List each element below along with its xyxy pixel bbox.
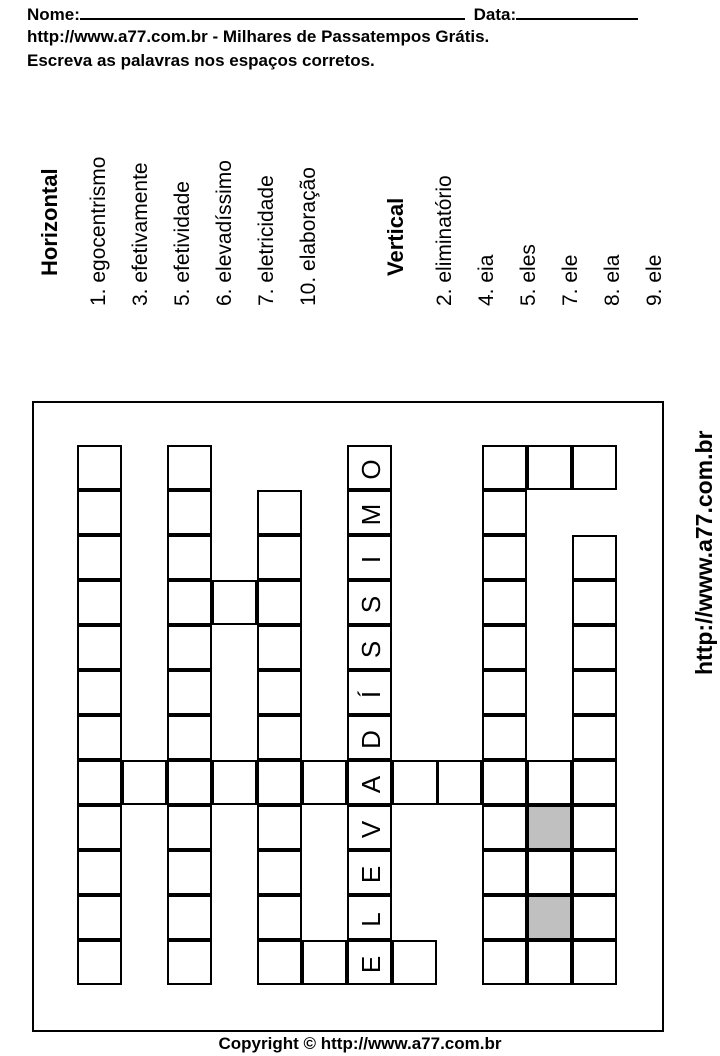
grid-letter: O	[356, 459, 386, 480]
grid-cell[interactable]	[167, 445, 212, 490]
instruction-line: Escreva as palavras nos espaços corretos.	[27, 51, 375, 70]
grid-cell[interactable]	[392, 760, 438, 805]
grid-cell[interactable]	[482, 445, 527, 490]
grid-cell[interactable]	[482, 805, 527, 850]
grid-cell[interactable]	[482, 580, 527, 625]
vertical-clue: 8. ela	[601, 254, 624, 306]
horizontal-clue: 6. elevadíssimo	[213, 160, 236, 306]
grid-cell[interactable]	[347, 670, 392, 715]
grid-cell[interactable]	[572, 850, 617, 895]
grid-cell[interactable]	[527, 850, 572, 895]
footer-copyright: Copyright © http://www.a77.com.br	[218, 1034, 502, 1053]
grid-letter: S	[356, 640, 386, 659]
grid-cell[interactable]	[347, 940, 392, 985]
grid-letter: M	[356, 503, 386, 526]
grid-letter: E	[356, 865, 386, 884]
grid-cell[interactable]	[257, 940, 302, 985]
vertical-clue: 5. eles	[517, 244, 540, 306]
grid-cell[interactable]	[572, 715, 617, 760]
grid-cell[interactable]	[347, 805, 392, 850]
grid-cell[interactable]	[347, 760, 392, 805]
grid-cell[interactable]	[572, 535, 617, 580]
grid-cell[interactable]	[347, 445, 392, 490]
grid-cell[interactable]	[527, 940, 572, 985]
grid-letter: E	[356, 955, 386, 974]
grid-cell[interactable]	[167, 535, 212, 580]
grid-cell[interactable]	[167, 895, 212, 940]
grid-cell[interactable]	[572, 895, 617, 940]
grid-cell[interactable]	[347, 580, 392, 625]
grid-cell[interactable]	[347, 490, 392, 535]
grid-cell[interactable]	[167, 805, 212, 850]
grid-cell[interactable]	[257, 670, 302, 715]
name-label: Nome:	[27, 5, 80, 24]
grid-letter: L	[356, 912, 386, 927]
grid-cell[interactable]	[77, 490, 122, 535]
horizontal-clue: 5. efetividade	[171, 181, 194, 306]
vertical-title: Vertical	[383, 197, 408, 276]
grid-cell[interactable]	[167, 490, 212, 535]
grid-cell[interactable]	[572, 760, 617, 805]
grid-letter: S	[356, 595, 386, 614]
grid-cell[interactable]	[347, 715, 392, 760]
grid-cell[interactable]	[212, 580, 257, 625]
grid-cell[interactable]	[257, 625, 302, 670]
grid-cell[interactable]	[122, 760, 167, 805]
grid-cell[interactable]	[482, 625, 527, 670]
grid-cell[interactable]	[257, 535, 302, 580]
grid-cell[interactable]	[167, 715, 212, 760]
grid-cell[interactable]	[77, 580, 122, 625]
grid-cell[interactable]	[257, 490, 302, 535]
horizontal-clue: 10. elaboração	[297, 167, 320, 306]
grid-cell[interactable]	[572, 805, 617, 850]
grid-cell[interactable]	[527, 760, 572, 805]
grid-cell[interactable]	[167, 580, 212, 625]
side-url: http://www.a77.com.br	[691, 430, 717, 675]
grid-cell[interactable]	[77, 760, 122, 805]
grid-letter: I	[356, 555, 386, 564]
horizontal-clue: 7. eletricidade	[255, 175, 278, 306]
grid-cell[interactable]	[347, 850, 392, 895]
grid-cell[interactable]	[257, 895, 302, 940]
grid-cell[interactable]	[212, 760, 257, 805]
vertical-clue: 4. eia	[475, 254, 498, 306]
vertical-clue: 2. eliminatório	[433, 175, 456, 306]
horizontal-clue: 1. egocentrismo	[87, 156, 110, 306]
grid-cell[interactable]	[77, 625, 122, 670]
grid-cell[interactable]	[77, 715, 122, 760]
grid-cell[interactable]	[437, 760, 482, 805]
grid-cell[interactable]	[167, 625, 212, 670]
grid-letter: A	[356, 775, 386, 794]
grid-cell[interactable]	[572, 580, 617, 625]
grid-cell[interactable]	[77, 850, 122, 895]
grid-cell[interactable]	[482, 760, 527, 805]
grid-cell[interactable]	[77, 940, 122, 985]
grid-cell[interactable]	[257, 760, 302, 805]
grid-cell[interactable]	[257, 850, 302, 895]
grid-letter: D	[356, 730, 386, 749]
grid-cell[interactable]	[572, 445, 617, 490]
grid-cell[interactable]	[572, 625, 617, 670]
grid-cell[interactable]	[482, 850, 527, 895]
vertical-clue: 7. ele	[559, 254, 582, 306]
grid-cell[interactable]	[257, 580, 302, 625]
grid-cell[interactable]	[347, 895, 392, 940]
grid-cell[interactable]	[167, 940, 212, 985]
grid-cell[interactable]	[482, 715, 527, 760]
grid-letter: V	[356, 820, 386, 839]
grid-cell[interactable]	[482, 490, 527, 535]
grid-cell[interactable]	[347, 625, 392, 670]
grid-cell[interactable]	[527, 895, 572, 940]
grid-cell[interactable]	[572, 940, 617, 985]
grid-cell[interactable]	[572, 670, 617, 715]
grid-cell[interactable]	[482, 670, 527, 715]
grid-letter: Í	[356, 690, 386, 699]
horizontal-clue: 3. efetivamente	[129, 162, 152, 306]
grid-cell[interactable]	[167, 760, 212, 805]
grid-cell[interactable]	[77, 670, 122, 715]
grid-cell[interactable]	[482, 895, 527, 940]
grid-cell[interactable]	[482, 940, 527, 985]
site-line: http://www.a77.com.br - Milhares de Passatempos Grátis.	[27, 27, 490, 46]
grid-cell[interactable]	[302, 940, 347, 985]
date-label: Data:	[473, 5, 517, 24]
grid-cell[interactable]	[527, 445, 572, 490]
grid-cell[interactable]	[482, 535, 527, 580]
grid-cell[interactable]	[167, 670, 212, 715]
vertical-clue: 9. ele	[643, 254, 666, 306]
grid-cell[interactable]	[392, 940, 437, 985]
grid-cell[interactable]	[527, 805, 572, 850]
grid-cell[interactable]	[77, 535, 122, 580]
grid-cell[interactable]	[77, 805, 122, 850]
grid-cell[interactable]	[257, 805, 302, 850]
grid-cell[interactable]	[167, 850, 212, 895]
grid-cell[interactable]	[77, 895, 122, 940]
grid-cell[interactable]	[257, 715, 302, 760]
horizontal-title: Horizontal	[37, 168, 62, 276]
grid-cell[interactable]	[347, 535, 392, 580]
grid-cell[interactable]	[77, 445, 122, 490]
grid-cell[interactable]	[302, 760, 347, 805]
